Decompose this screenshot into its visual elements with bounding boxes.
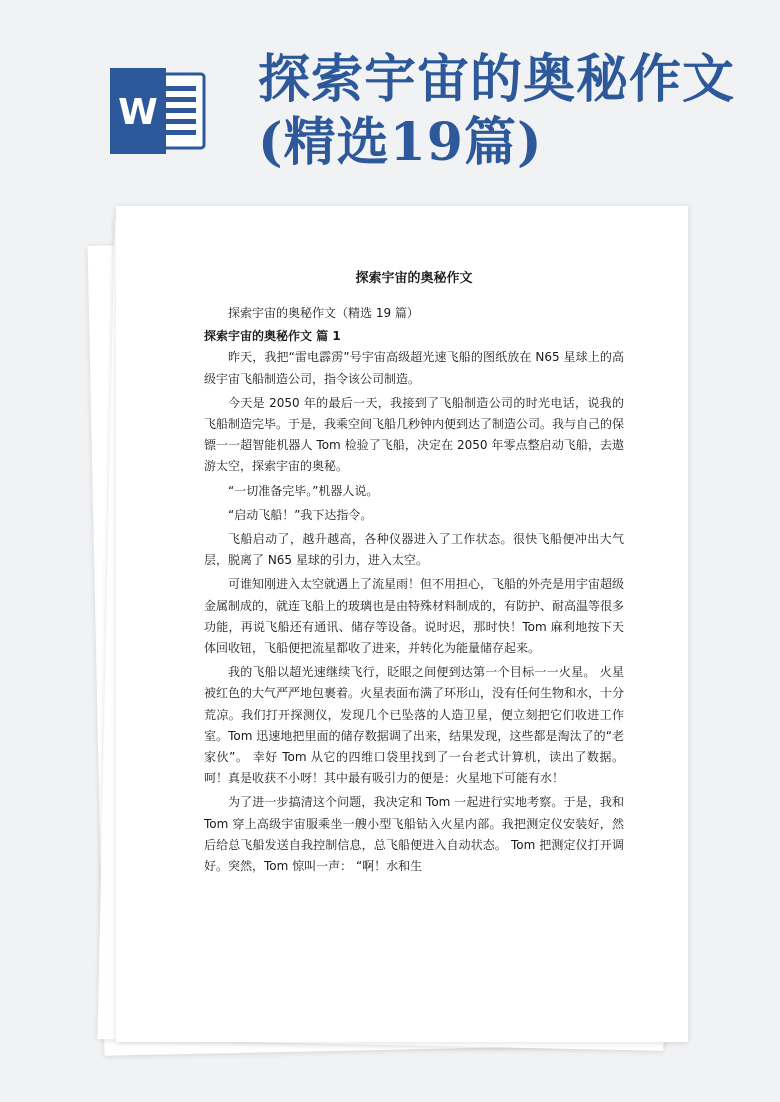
word-document-icon — [110, 68, 208, 154]
svg-text:W: W — [118, 92, 158, 133]
document-title: 探索宇宙的奥秘作文 — [355, 271, 473, 286]
paragraph: “一切准备完毕。”机器人说。 — [228, 483, 379, 498]
paragraph: 今天是 2050 年的最后一天，我接到了飞船制造公司的时光电话，说我的飞船制造完毕。于是，我乘空间飞船几秒钟内便到达了制造公司。我与自己的保镖一一超智能机器人 Tom 检验了飞船，决定在 2050 年零点整启动飞船，去遨游太空，探索宇宙的奥秘。 — [204, 395, 625, 474]
paragraph: 飞船启动了，越升越高，各种仪器进入了工作状态。很快飞船便冲出大气层，脱离了 N65 星球的引力，进入太空。 — [204, 532, 624, 568]
paragraph: 为了进一步搞清这个问题，我决定和 Tom 一起进行实地考察。于是，我和 Tom 穿上高级宇宙服乘坐一艘小型飞船钻入火星内部。我把测定仪安装好，然后给总飞船发送自我控制信息，总飞船便进入自动状态。 Tom 把测定仪打开调好。突然，Tom 惊叫一声： “啊！水和生 — [204, 795, 624, 874]
paragraph: “启动飞船！”我下达指令。 — [228, 507, 373, 522]
section-heading: 探索宇宙的奥秘作文 篇 1 — [204, 329, 341, 344]
paragraph: 昨天，我把“雷电霹雳”号宇宙高级超光速飞船的图纸放在 N65 星球上的高级宇宙飞船制造公司，指令该公司制造。 — [204, 350, 624, 386]
document-subtitle: 探索宇宙的奥秘作文（精选 19 篇） — [228, 306, 419, 320]
paragraph: 可谁知刚进入太空就遇上了流星雨！但不用担心，飞船的外壳是用宇宙超级金属制成的，就连飞船上的玻璃也是由特殊材料制成的，有防护、耐高温等很多功能，再说飞船还有通讯、储存等设备。说时迟，那时快！Tom 麻利地按下天体回收钮，飞船便把流星都收了进来，并转化为能量储存起来。 — [204, 577, 625, 656]
document-body — [204, 268, 624, 880]
page-title: 探索宇宙的奥秘作文(精选19篇) — [258, 49, 736, 173]
paragraph: 我的飞船以超光速继续飞行，眨眼之间便到达第一个目标一一火星。 火星被红色的大气严严地包裹着。火星表面布满了环形山，没有任何生物和水，十分荒凉。我们打开探测仪，发现几个已坠落的人造卫星，便立刻把它们收进工作室。Tom 迅速地把里面的储存数据调了出来，结果发现，这些都是淘汰了的“老家伙”。 幸好 Tom 从它的四维口袋里找到了一台老式计算机，读出了数据。 呵！真是收获不小呀！其中最有吸引力的便是：火星地下可能有水！ — [204, 665, 625, 786]
